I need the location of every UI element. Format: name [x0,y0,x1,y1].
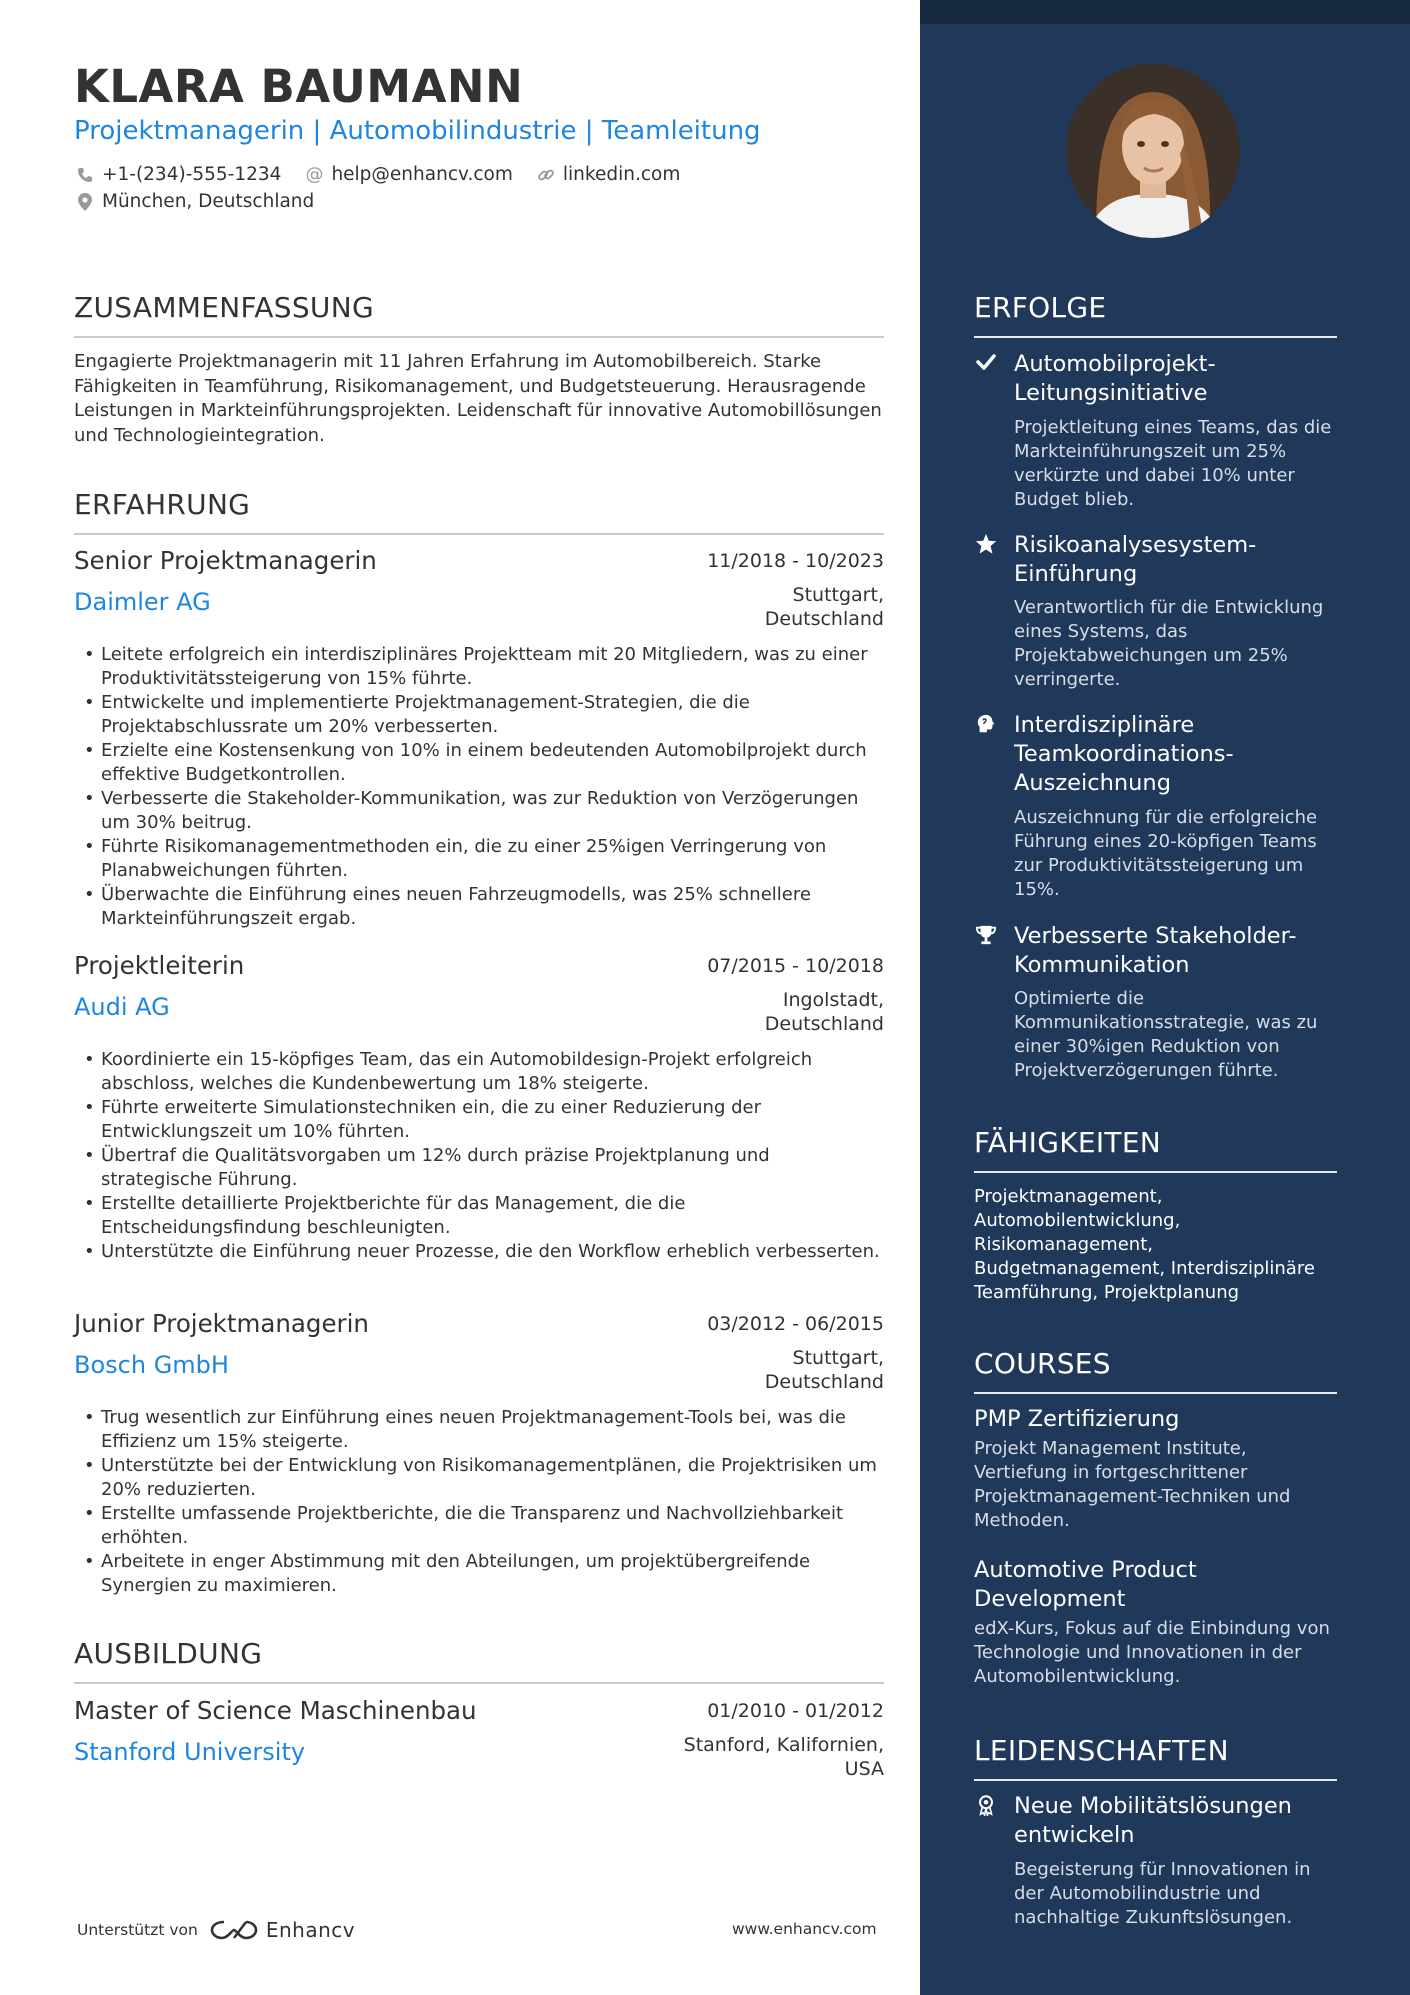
job-bullet: • Überwachte die Einführung eines neuen Fahrzeugmodells, was 25% schnellere Markteinführungszeit ergab. [74,883,884,931]
courses-heading: COURSES [974,1347,1337,1394]
job-title: Senior Projektmanagerin [74,546,377,575]
job-location-line1: Stuttgart, [792,1347,884,1369]
job-bullet: • Koordinierte ein 15-köpfiges Team, das ein Automobildesign-Projekt erfolgreich abschloss, welches die Kundenbewertung um 18% steigerte. [74,1048,884,1096]
job-location-line1: Stuttgart, [792,584,884,606]
job-location-line1: Ingolstadt, [782,989,884,1011]
location-pin-icon [74,193,96,211]
job-dates: 07/2015 - 10/2018 [707,955,884,977]
passion-desc: Begeisterung für Innovationen in der Automobilindustrie und nachhaltige Zukunftslösungen. [1014,1859,1311,1928]
education-location-line1: Stanford, Kalifornien, [683,1734,884,1756]
linkedin-text: linkedin.com [562,164,681,185]
course-title: PMP Zertifizierung [974,1406,1180,1432]
job-bullet: • Führte erweiterte Simulationstechniken ein, die zu einer Reduzierung der Entwicklungszeit um 10% führten. [74,1096,884,1144]
achievement-title: Interdisziplinäre Teamkoordinations-Auszeichnung [1014,712,1234,796]
education-location [684,1734,884,1781]
email-text: help@enhancv.com [331,164,513,185]
achievement-desc: Verantwortlich für die Entwicklung eines Systems, das Projektabweichungen um 25% verringerte. [1014,597,1324,690]
contact-location [74,191,314,212]
brain-icon [974,713,998,740]
enhancv-brand-text: Enhancv [265,1918,356,1942]
job-dates: 11/2018 - 10/2023 [707,550,884,572]
company-name[interactable]: Daimler AG [74,588,211,616]
job-entry [74,546,884,929]
footer-powered-by [77,1918,355,1942]
course-item [974,1556,1344,1689]
job-location-line2: Deutschland [764,1370,884,1393]
job-entry [74,1309,884,1596]
job-bullet: • Trug wesentlich zur Einführung eines neuen Projektmanagement-Tools bei, was die Effizienz um 15% steigerte. [74,1406,884,1454]
achievement-title: Risikoanalysesystem-Einführung [1014,532,1257,587]
job-bullet: • Übertraf die Qualitätsvorgaben um 12% durch präzise Projektplanung und strategische Führung. [74,1144,884,1192]
footer-url[interactable]: www.enhancv.com [732,1920,877,1938]
experience-heading: ERFAHRUNG [74,488,884,535]
job-bullet: • Erstellte umfassende Projektberichte, die die Transparenz und Nachvollziehbarkeit erhöhten. [74,1502,884,1550]
job-location-line2: Deutschland [764,1012,884,1035]
education-dates: 01/2010 - 01/2012 [707,1700,884,1722]
education-entry [74,1696,884,1780]
job-bullet: • Unterstützte die Einführung neuer Prozesse, die den Workflow erheblich verbesserten. [74,1240,884,1264]
job-location [765,989,884,1036]
company-name[interactable]: Audi AG [74,993,170,1021]
job-bullet: • Leitete erfolgreich ein interdisziplinäres Projektteam mit 20 Mitgliedern, was zu einer Produktivitätssteigerung von 15% führte. [74,643,884,691]
phone-icon [74,167,96,183]
course-desc: Projekt Management Institute, Vertiefung in fortgeschrittener Projektmanagement-Techniken und Methoden. [974,1438,1291,1531]
skills-text: Projektmanagement, Automobilentwicklung, Risikomanagement, Budgetmanagement, Interdisziplinäre Teamführung, Projektplanung [974,1186,1315,1303]
degree-title: Master of Science Maschinenbau [74,1696,477,1725]
skills-heading: FÄHIGKEITEN [974,1126,1337,1173]
sidebar-top-bar [920,0,1410,24]
contact-email[interactable] [303,164,512,185]
summary-text: Engagierte Projektmanagerin mit 11 Jahren Erfahrung im Automobilbereich. Starke Fähigkeiten in Teamführung, Risikomanagement, und Budgetsteuerung. Herausragende Leistungen in Markteinführungsprojekten. Leidenschaft für innovative Automobillösungen und Technologieintegration. [74,351,882,446]
achievements-heading: ERFOLGE [974,291,1337,338]
achievement-title: Verbesserte Stakeholder-Kommunikation [1014,923,1297,978]
course-desc: edX-Kurs, Fokus auf die Einbindung von Technologie und Innovationen in der Automobilentwicklung. [974,1618,1330,1687]
job-location [765,1347,884,1394]
job-bullet: • Unterstützte bei der Entwicklung von Risikomanagementplänen, die Projektrisiken um 20% reduzierten. [74,1454,884,1502]
achievement-title: Automobilprojekt-Leitungsinitiative [1014,351,1216,406]
job-dates: 03/2012 - 06/2015 [707,1313,884,1335]
location-row [74,191,336,212]
award-icon [974,1794,998,1821]
school-name[interactable]: Stanford University [74,1738,306,1766]
location-text: München, Deutschland [102,191,315,212]
job-bullets [74,1048,884,1264]
achievement-desc: Projektleitung eines Teams, das die Markteinführungszeit um 25% verkürzte und dabei 10% unter Budget blieb. [1014,417,1332,510]
contact-linkedin[interactable] [535,164,680,185]
enhancv-logo-icon [210,1918,258,1942]
at-icon: @ [305,164,324,185]
phone-text: +1-(234)-555-1234 [102,164,282,185]
summary-heading: ZUSAMMENFASSUNG [74,291,884,338]
job-location [765,584,884,631]
course-item [974,1405,1344,1533]
achievement-desc: Optimierte die Kommunikationsstrategie, was zu einer 30%igen Reduktion von Projektverzögerungen führte. [1014,988,1318,1081]
powered-by-text: Unterstützt von [77,1921,198,1939]
job-location-line2: Deutschland [764,607,884,630]
candidate-name: KLARA BAUMANN [74,60,524,113]
enhancv-logo[interactable] [210,1918,355,1942]
passion-title: Neue Mobilitätslösungen entwickeln [1014,1793,1292,1848]
trophy-icon [974,924,998,951]
job-bullet: • Erstellte detaillierte Projektberichte für das Management, die die Entscheidungsfindung beschleunigten. [74,1192,884,1240]
job-bullets [74,1406,884,1598]
course-title: Automotive Product Development [974,1557,1197,1612]
job-bullet: • Verbesserte die Stakeholder-Kommunikation, was zur Reduktion von Verzögerungen um 30% beitrug. [74,787,884,835]
contact-phone[interactable] [74,164,281,185]
job-bullets [74,643,884,931]
education-location-line2: USA [844,1757,884,1780]
tagline: Projektmanagerin | Automobilindustrie | Teamleitung [74,116,761,146]
star-icon [974,533,998,560]
avatar [1066,64,1240,238]
sidebar [920,0,1410,1995]
job-bullet: • Führte Risikomanagementmethoden ein, die zu einer 25%igen Verringerung von Planabweichungen führten. [74,835,884,883]
job-title: Projektleiterin [74,951,245,980]
check-icon [974,352,998,377]
job-entry [74,951,884,1262]
job-bullet: • Entwickelte und implementierte Projektmanagement-Strategien, die die Projektabschlussrate um 20% verbesserten. [74,691,884,739]
education-heading: AUSBILDUNG [74,1637,884,1684]
achievement-desc: Auszeichnung für die erfolgreiche Führung eines 20-köpfigen Teams zur Produktivitätssteigerung um 15%. [1014,807,1318,900]
job-title: Junior Projektmanagerin [74,1309,369,1338]
contact-row [74,164,702,185]
link-icon [535,166,557,184]
company-name[interactable]: Bosch GmbH [74,1351,229,1379]
passions-heading: LEIDENSCHAFTEN [974,1734,1337,1781]
job-bullet: • Arbeitete in enger Abstimmung mit den Abteilungen, um projektübergreifende Synergien zu maximieren. [74,1550,884,1598]
job-bullet: • Erzielte eine Kostensenkung von 10% in einem bedeutenden Automobilprojekt durch effektive Budgetkontrollen. [74,739,884,787]
